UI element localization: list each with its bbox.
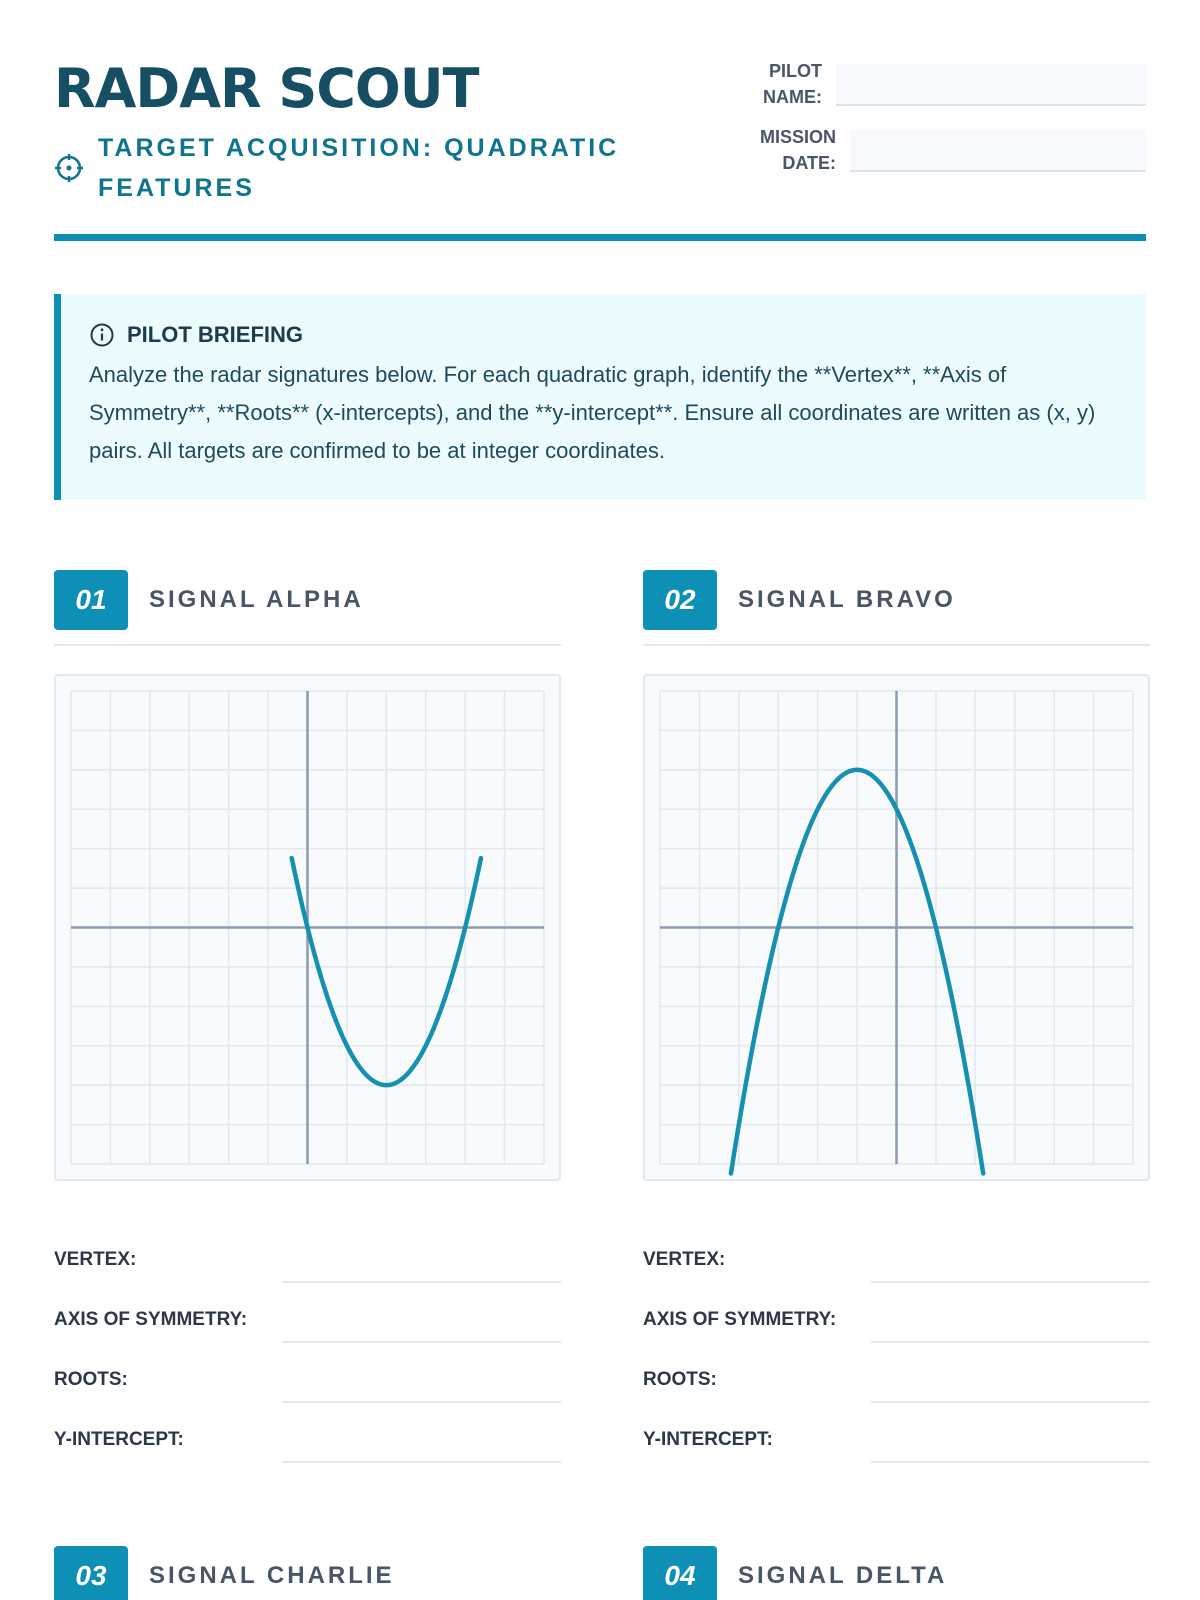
signal-card-alpha bbox=[54, 570, 561, 1461]
axis-label: AXIS OF SYMMETRY: bbox=[643, 1309, 837, 1330]
quadratic-graph-bravo bbox=[645, 676, 1148, 1179]
roots-label: ROOTS: bbox=[643, 1369, 717, 1390]
roots-label: ROOTS: bbox=[54, 1369, 128, 1390]
vertex-label: VERTEX: bbox=[643, 1249, 726, 1270]
signal-header bbox=[643, 1546, 1150, 1600]
briefing-text: Analyze the radar signatures below. For each quadratic graph, identify the **Vertex**, **Axis of Symmetry**, **Roots** (x-intercepts), and the **y-intercept**. Ensure all coordinates are written as (x, y) pairs. All targets are confirmed to be at integer coordinates. bbox=[89, 362, 1096, 463]
pilot-name-row bbox=[746, 58, 1146, 110]
signal-number-badge: 04 bbox=[643, 1546, 717, 1600]
signal-number-badge: 03 bbox=[54, 1546, 128, 1600]
yint-answer-line[interactable] bbox=[871, 1461, 1150, 1463]
yint-label: Y-INTERCEPT: bbox=[54, 1429, 184, 1450]
axis-row bbox=[54, 1281, 561, 1341]
answer-fields bbox=[643, 1221, 1150, 1461]
signal-header bbox=[643, 570, 1150, 646]
axis-answer-line[interactable] bbox=[282, 1341, 561, 1343]
subtitle-text: TARGET ACQUISITION: QUADRATIC FEATURES bbox=[98, 134, 620, 202]
roots-row bbox=[54, 1341, 561, 1401]
signal-number-badge: 02 bbox=[643, 570, 717, 630]
signal-name: SIGNAL ALPHA bbox=[149, 586, 364, 613]
page-header bbox=[54, 58, 1146, 246]
signal-card-bravo bbox=[643, 570, 1150, 1461]
crosshair-icon bbox=[54, 153, 84, 183]
yint-label: Y-INTERCEPT: bbox=[643, 1429, 773, 1450]
vertex-answer-line[interactable] bbox=[871, 1281, 1150, 1283]
signal-name: SIGNAL BRAVO bbox=[738, 586, 956, 613]
quadratic-graph-alpha bbox=[56, 676, 559, 1179]
roots-answer-line[interactable] bbox=[871, 1401, 1150, 1403]
signal-name: SIGNAL DELTA bbox=[738, 1562, 948, 1589]
signal-name: SIGNAL CHARLIE bbox=[149, 1562, 395, 1589]
axis-label: AXIS OF SYMMETRY: bbox=[54, 1309, 248, 1330]
yint-answer-line[interactable] bbox=[282, 1461, 561, 1463]
vertex-row bbox=[54, 1221, 561, 1281]
mission-date-row bbox=[746, 124, 1146, 176]
pilot-name-field[interactable] bbox=[836, 64, 1146, 106]
header-divider bbox=[54, 234, 1146, 241]
vertex-row bbox=[643, 1221, 1150, 1281]
vertex-answer-line[interactable] bbox=[282, 1281, 561, 1283]
mission-meta bbox=[746, 58, 1146, 190]
axis-row bbox=[643, 1281, 1150, 1341]
yint-row bbox=[54, 1401, 561, 1461]
mission-date-field[interactable] bbox=[850, 130, 1146, 172]
briefing-title: PILOT BRIEFING bbox=[127, 322, 303, 347]
pilot-briefing bbox=[54, 294, 1146, 500]
answer-fields bbox=[54, 1221, 561, 1461]
signal-header bbox=[54, 1546, 561, 1600]
axis-answer-line[interactable] bbox=[871, 1341, 1150, 1343]
yint-row bbox=[643, 1401, 1150, 1461]
signal-card-charlie bbox=[54, 1546, 561, 1600]
roots-row bbox=[643, 1341, 1150, 1401]
radar-graph bbox=[643, 674, 1150, 1181]
roots-answer-line[interactable] bbox=[282, 1401, 561, 1403]
page-subtitle bbox=[54, 128, 638, 208]
signal-card-delta bbox=[643, 1546, 1150, 1600]
pilot-name-label: PILOT NAME: bbox=[763, 61, 822, 107]
briefing-header bbox=[89, 322, 1116, 348]
vertex-label: VERTEX: bbox=[54, 1249, 137, 1270]
info-icon bbox=[89, 322, 115, 348]
mission-date-label: MISSION DATE: bbox=[759, 127, 836, 173]
page-title: RADAR SCOUT bbox=[54, 57, 479, 120]
signal-number-badge: 01 bbox=[54, 570, 128, 630]
signal-header bbox=[54, 570, 561, 646]
radar-graph bbox=[54, 674, 561, 1181]
